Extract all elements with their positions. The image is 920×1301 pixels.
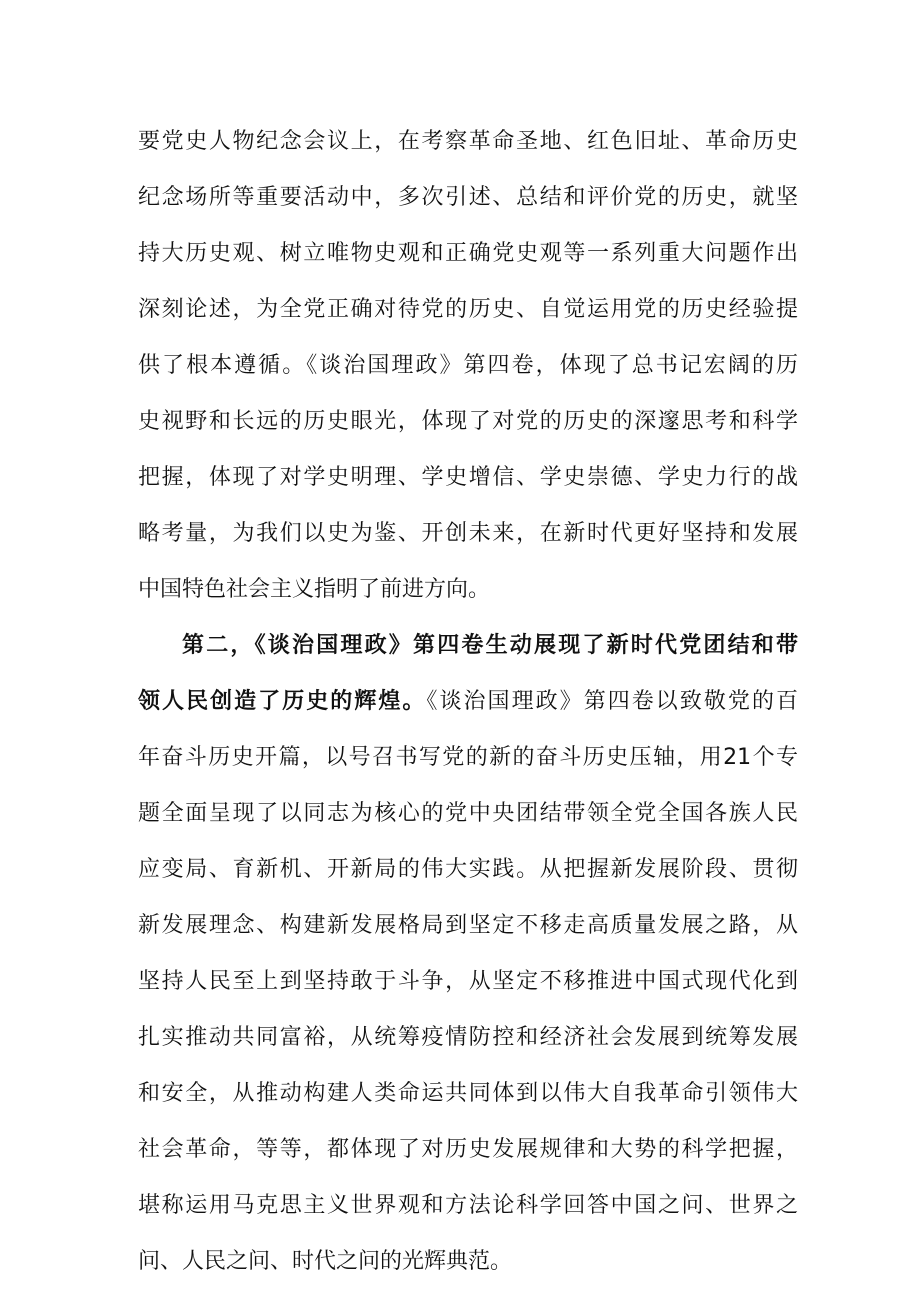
paragraph-heading-line: 第二，《谈治国理政》第四卷生动展现了新时代党团结和带 (182, 633, 798, 658)
paragraph-line-rest: 《谈治国理政》第四卷以致敬党的百 (426, 689, 798, 714)
paragraph-heading-tail: 领人民创造了历史的辉煌。 (138, 689, 427, 714)
paragraph-line: 深刻论述，为全党正确对待党的历史、自觉运用党的历史经验提 (138, 297, 798, 322)
paragraph-line: 年奋斗历史开篇，以号召书写党的新的奋斗历史压轴，用21个专 (138, 745, 798, 770)
paragraph-line (138, 686, 798, 718)
paragraph-line: 堪称运用马克思主义世界观和方法论科学回答中国之问、世界之 (138, 1193, 798, 1218)
paragraph-line: 问、人民之问、时代之问的光辉典范。 (138, 1249, 513, 1274)
paragraph-line: 应变局、育新机、开新局的伟大实践。从把握新发展阶段、贯彻 (138, 857, 798, 882)
paragraph-line: 和安全，从推动构建人类命运共同体到以伟大自我革命引领伟大 (138, 1081, 798, 1106)
paragraph-line: 略考量，为我们以史为鉴、开创未来，在新时代更好坚持和发展 (138, 521, 798, 546)
paragraph-line: 把握，体现了对学史明理、学史增信、学史崇德、学史力行的战 (138, 465, 798, 490)
paragraph-line: 要党史人物纪念会议上，在考察革命圣地、红色旧址、革命历史 (138, 129, 798, 154)
paragraph-line: 题全面呈现了以同志为核心的党中央团结带领全党全国各族人民 (138, 801, 798, 826)
paragraph-line: 持大历史观、树立唯物史观和正确党史观等一系列重大问题作出 (138, 241, 798, 266)
paragraph-line: 社会革命，等等，都体现了对历史发展规律和大势的科学把握， (138, 1137, 798, 1162)
paragraph-line: 史视野和长远的历史眼光，体现了对党的历史的深邃思考和科学 (138, 409, 798, 434)
paragraph-line: 纪念场所等重要活动中，多次引述、总结和评价党的历史，就坚 (138, 185, 798, 210)
paragraph-line: 新发展理念、构建新发展格局到坚定不移走高质量发展之路，从 (138, 913, 798, 938)
paragraph-line: 供了根本遵循。《谈治国理政》第四卷，体现了总书记宏阔的历 (138, 353, 798, 378)
paragraph-line: 中国特色社会主义指明了前进方向。 (138, 577, 491, 602)
paragraph-line: 扎实推动共同富裕，从统筹疫情防控和经济社会发展到统筹发展 (138, 1025, 798, 1050)
paragraph-line: 坚持人民至上到坚持敢于斗争，从坚定不移推进中国式现代化到 (138, 969, 798, 994)
